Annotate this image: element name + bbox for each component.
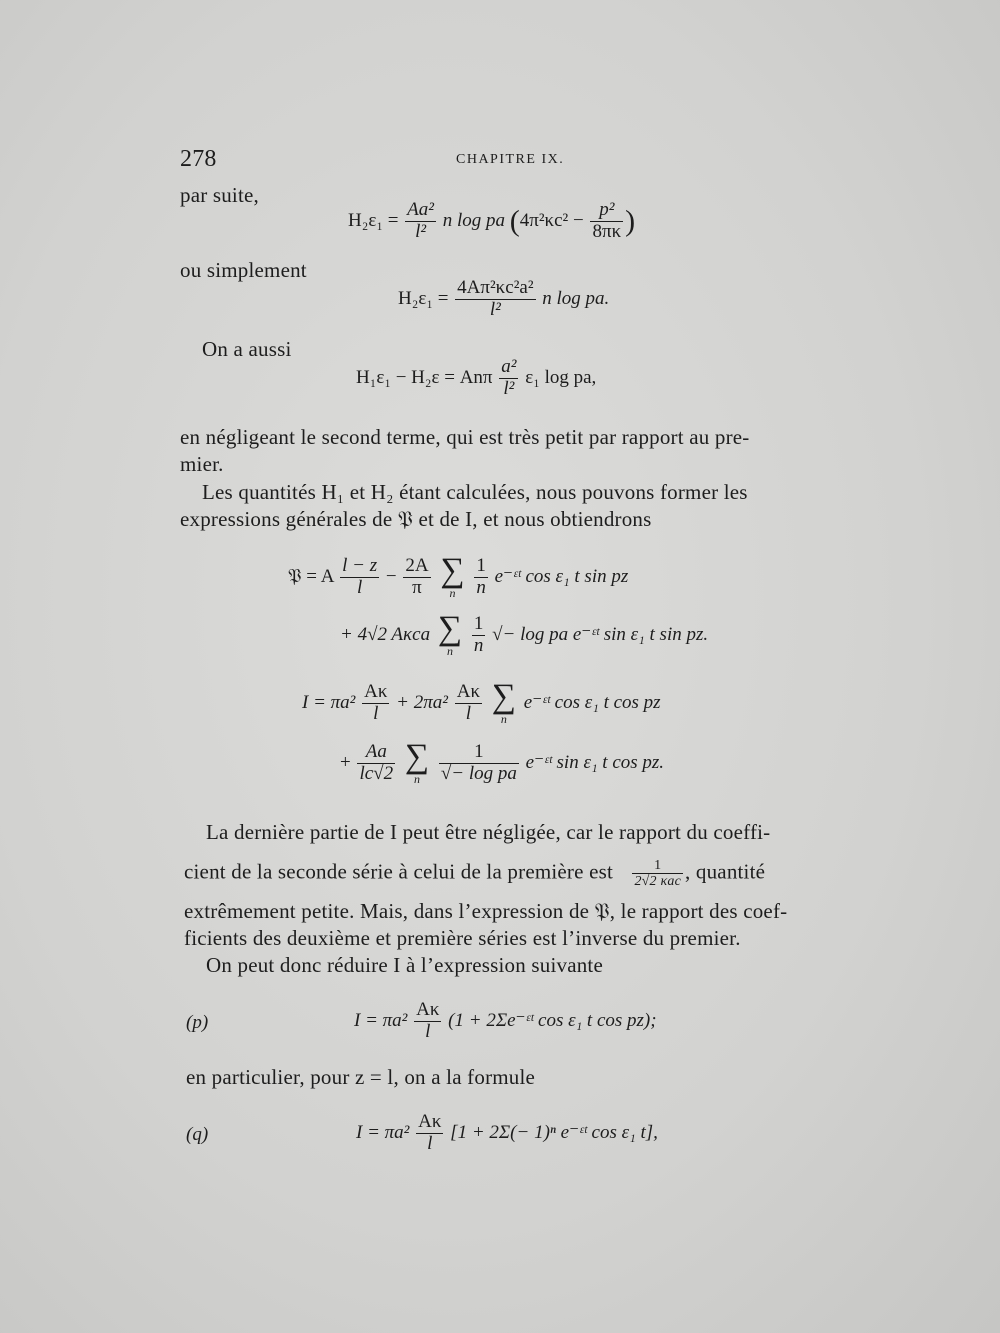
equation-P-line2 (340, 610, 709, 658)
eq1-pden: 8πκ (592, 220, 622, 242)
eq6-sum-index: n (500, 711, 507, 726)
eqq-rhs: [1 + 2Σ(− 1)ⁿ e⁻ᵋᵗ cos ε₁ t], (450, 1121, 658, 1143)
eq4-den3: n (476, 576, 486, 598)
eq6-den1: l (373, 702, 379, 724)
eq3-fraction (499, 357, 518, 400)
paragraph-negligeant-line2: mier. (180, 452, 224, 476)
eq6-frac2 (455, 682, 482, 725)
text-ou-simplement: ou simplement (180, 258, 307, 282)
equation-h2e1-full (348, 200, 635, 243)
eq7-sigma (404, 738, 430, 786)
eq3-num: a² (501, 356, 517, 377)
eq6-den2: l (465, 702, 471, 724)
eq1-mid: n log pa (442, 209, 506, 231)
paragraph-quantites-line2: expressions générales de 𝔓 et de I, et nous obtiendrons (180, 507, 652, 531)
text-par-suite: par suite, (180, 183, 259, 207)
paragraph-negligeant-line1: en négligeant le second terme, qui est très petit par rapport au pre- (180, 425, 750, 449)
eq7-sum-index: n (413, 771, 420, 786)
eq4-minus: − (385, 565, 397, 587)
eq4-a: 𝔓 = A (288, 565, 334, 587)
eq4-num3: 1 (476, 555, 486, 576)
equation-label-p: (p) (186, 1012, 209, 1033)
eq1-paren-open: ( (509, 204, 520, 238)
eq1-pnum: p² (590, 200, 623, 222)
eq5-a: + 4√2 Aκca (340, 623, 431, 645)
inline-ratio-num: 1 (632, 858, 683, 874)
equation-I-line1 (302, 678, 661, 726)
eqp-a: I = πa² (354, 1009, 408, 1031)
eq3-den: l² (503, 377, 515, 399)
eq1-num: Aa² (407, 199, 434, 220)
eq5-sigma (437, 610, 463, 658)
eq4-den2: π (412, 576, 422, 598)
equation-P-line1 (288, 552, 629, 600)
eq4-frac1 (340, 556, 379, 599)
eq6-frac1 (362, 682, 389, 725)
running-title: CHAPITRE IX. (456, 152, 565, 167)
eq1-den: l² (415, 220, 427, 242)
eq4-rhs: e⁻ᵋᵗ cos ε₁ t sin pz (494, 565, 629, 587)
paragraph-derniere-line4: ficients des deuxième et première séries est l’inverse du premier. (184, 926, 741, 950)
eq7-frac1 (357, 742, 395, 785)
paragraph-particulier: en particulier, pour z = l, on a la formule (186, 1065, 536, 1089)
eq5-den: n (473, 634, 484, 656)
eqq-den: l (427, 1132, 433, 1154)
eq2-num: 4Aπ²κc²a² (457, 277, 534, 298)
paragraph-quantites-line1: Les quantités H₁ et H₂ étant calculées, nous pouvons former les (202, 480, 748, 504)
eq2-lhs: H₂ε₁ = (398, 287, 449, 309)
eq4-frac3 (474, 556, 488, 599)
equation-h1e1-h2e (356, 357, 596, 400)
eq1-paren-content: 4π²κc² − (519, 209, 584, 231)
eq2-fraction (455, 278, 535, 321)
eq5-num: 1 (473, 613, 484, 634)
eq4-den1: l (356, 576, 363, 598)
derniere-2b: , quantité (685, 859, 766, 884)
paragraph-derniere-line1: La dernière partie de I peut être négligée, car le rapport du coeffi- (206, 820, 771, 844)
sigma-icon: ∑ (437, 610, 463, 648)
text-on-a-aussi: On a aussi (202, 337, 292, 361)
inline-ratio-den: 2√2 κac (634, 874, 681, 890)
paragraph-derniere-line2 (184, 858, 765, 890)
eqq-a: I = πa² (356, 1121, 410, 1143)
eq5-sum-index: n (446, 643, 453, 658)
eq1-paren-close: ) (625, 204, 636, 238)
eq1-pfraction (590, 200, 623, 243)
eq7-den2: √− log pa (440, 762, 517, 784)
sigma-icon: ∑ (491, 678, 517, 716)
equation-q (356, 1112, 658, 1155)
eq6-b: + 2πa² (396, 691, 448, 713)
eq1-lhs: H₂ε₁ = (348, 209, 399, 231)
eq7-plus: + (340, 751, 351, 773)
eqp-rhs: (1 + 2Σe⁻ᵋᵗ cos ε₁ t cos pz); (448, 1009, 657, 1031)
eq4-num2: 2A (405, 555, 429, 576)
eq2-den: l² (489, 298, 501, 320)
eqq-num: Aκ (418, 1111, 442, 1132)
eq5-rhs: √− log pa e⁻ᵋᵗ sin ε₁ t sin pz. (492, 623, 709, 645)
equation-I-line2 (340, 738, 665, 786)
eq6-a: I = πa² (302, 691, 356, 713)
eqp-den: l (425, 1020, 431, 1042)
equation-h2e1-simple (398, 278, 609, 321)
equation-label-q: (q) (186, 1124, 209, 1145)
eq3-lhs: H₁ε₁ − H₂ε = Anπ (356, 366, 493, 388)
eq4-sigma (440, 552, 465, 600)
eq6-num2: Aκ (456, 681, 481, 702)
eq6-sigma (491, 678, 517, 726)
sigma-icon: ∑ (440, 552, 465, 590)
eq7-rhs: e⁻ᵋᵗ sin ε₁ t cos pz. (525, 751, 665, 773)
eq4-sum-index: n (449, 585, 456, 600)
derniere-2a: cient de la seconde série à celui de la première est (184, 859, 614, 884)
sigma-icon: ∑ (404, 738, 430, 776)
eqp-frac (414, 1000, 441, 1043)
eq7-num1: Aa (357, 742, 395, 764)
eq6-rhs: e⁻ᵋᵗ cos ε₁ t cos pz (523, 691, 661, 713)
paragraph-reduire: On peut donc réduire I à l’expression suivante (206, 953, 603, 977)
eq7-num2: 1 (439, 742, 519, 764)
eq4-frac2 (403, 556, 430, 599)
eq2-rhs: n log pa. (542, 287, 610, 309)
eq6-num1: Aκ (364, 681, 388, 702)
eq3-rhs: ε₁ log pa, (525, 366, 597, 388)
eqq-frac (416, 1112, 443, 1155)
equation-p (354, 1000, 657, 1043)
eq7-frac2 (439, 742, 519, 785)
inline-ratio-fraction (632, 858, 683, 890)
eqp-num: Aκ (416, 999, 440, 1020)
eq5-frac (472, 614, 486, 657)
eq4-num1: l − z (342, 555, 378, 576)
eq7-den1: lc√2 (359, 762, 394, 784)
page-number: 278 (180, 146, 217, 172)
paragraph-derniere-line3: extrêmement petite. Mais, dans l’expression de 𝔓, le rapport des coef- (184, 899, 788, 923)
eq1-fraction (405, 200, 436, 243)
